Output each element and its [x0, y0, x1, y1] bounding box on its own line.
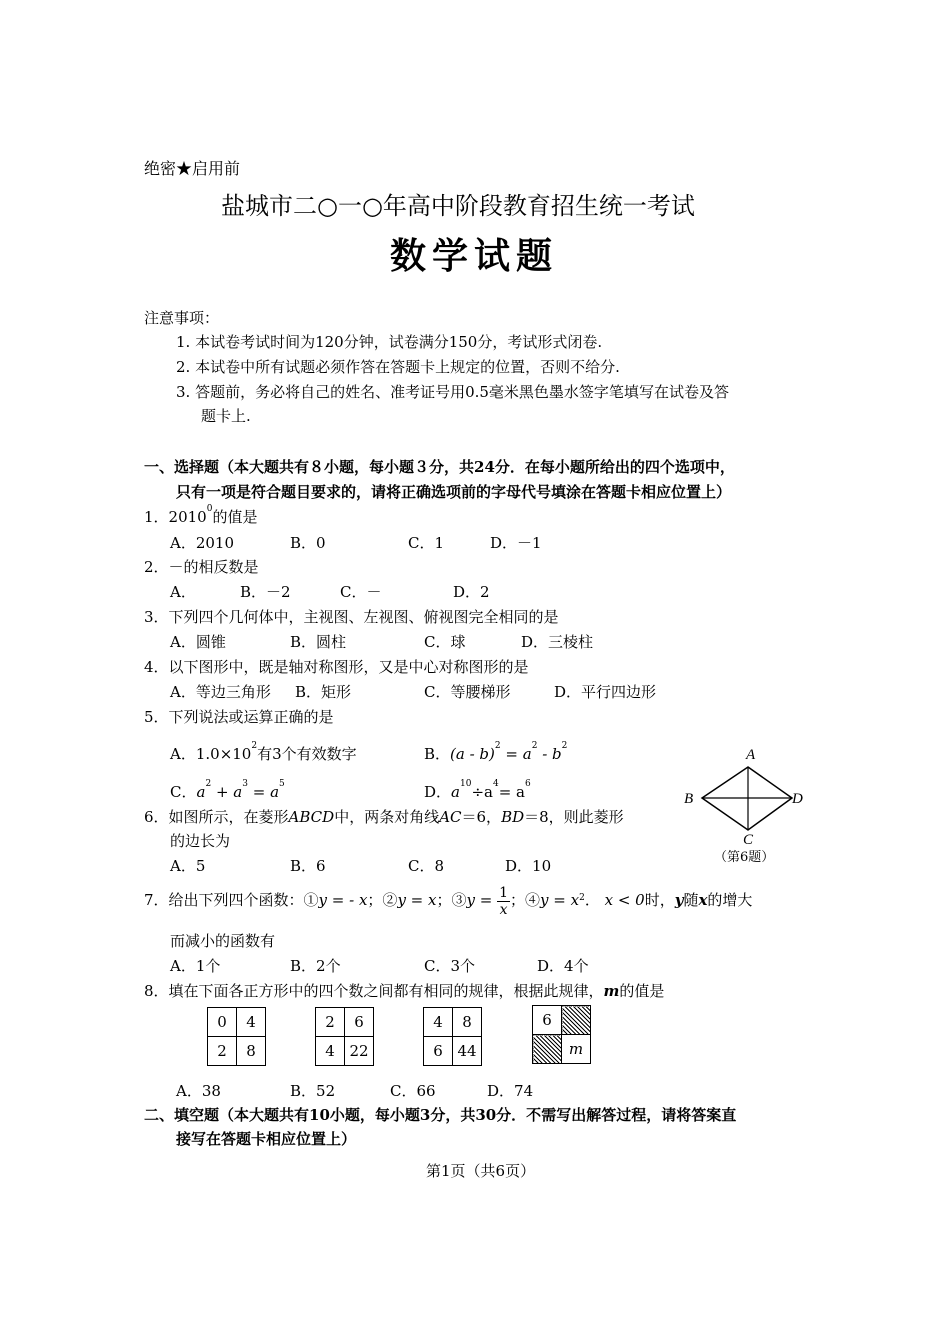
q7-option-a: A．1个 [170, 957, 221, 975]
square-2-cell: 6 [345, 1008, 374, 1037]
vertex-a-label: A [746, 747, 756, 763]
q5-option-b: B．$(a - b)^2 = a^2 - b^2$ [424, 741, 568, 763]
number-square-2 [315, 1007, 374, 1066]
q5-option-a: A．$1.0\times 10^2$有3个有效数字 [170, 741, 357, 763]
q1-stem: 1．2010$^0$的值是 [144, 504, 258, 526]
q3-stem: 3．下列四个几何体中，主视图、左视图、俯视图完全相同的是 [144, 608, 559, 626]
square-1-cell: 4 [237, 1008, 266, 1037]
q6-stem-line2: 的边长为 [170, 832, 231, 850]
q7-option-d: D．4个 [537, 957, 589, 975]
q4-option-b: B．矩形 [295, 683, 352, 701]
q8-stem: 8．填在下面各正方形中的四个数之间都有相同的规律，根据此规律，m的值是 [144, 982, 665, 1000]
square-4-unknown-cell: m [562, 1035, 591, 1064]
square-3-cell: 44 [453, 1037, 482, 1066]
square-2-cell: 2 [316, 1008, 345, 1037]
q4-option-c: C．等腰梯形 [424, 683, 511, 701]
q7-option-b: B．2个 [290, 957, 341, 975]
q3-option-a: A．圆锥 [170, 633, 226, 651]
section2-line2: 接写在答题卡相应位置上） [176, 1130, 357, 1148]
square-4-hatched-cell [562, 1006, 591, 1035]
q4-option-d: D．平行四边形 [554, 683, 657, 701]
q2-option-b: B．－2 [240, 583, 291, 601]
q6-option-d: D．10 [505, 857, 552, 875]
square-1-cell: 2 [208, 1037, 237, 1066]
q7-stem-line2: 而减小的函数有 [170, 932, 276, 950]
square-3-cell: 8 [453, 1008, 482, 1037]
q4-option-a: A．等边三角形 [170, 683, 271, 701]
number-square-4 [532, 1005, 591, 1064]
q2-option-d: D．2 [453, 583, 490, 601]
subject-title: 数学试题 [390, 235, 559, 277]
square-2-cell: 4 [316, 1037, 345, 1066]
q6-stem-line1: 6．如图所示，在菱形ABCD中，两条对角线AC＝6，BD＝8，则此菱形 [144, 808, 624, 826]
q4-stem: 4．以下图形中，既是轴对称图形，又是中心对称图形的是 [144, 658, 529, 676]
q3-option-c: C．球 [424, 633, 466, 651]
square-1-cell: 0 [208, 1008, 237, 1037]
q7-option-c: C．3个 [424, 957, 476, 975]
exam-title: 盐城市二○一○年高中阶段教育招生统一考试 [221, 192, 695, 220]
q1-option-c: C．1 [408, 534, 445, 552]
square-4-hatched-cell [533, 1035, 562, 1064]
square-3-cell: 6 [424, 1037, 453, 1066]
number-square-3 [423, 1007, 482, 1066]
q8-option-c: C．66 [390, 1082, 436, 1100]
page-number: 第1页（共6页） [426, 1162, 536, 1180]
q8-option-d: D．74 [487, 1082, 534, 1100]
q8-option-a: A．38 [176, 1082, 221, 1100]
q6-option-b: B．6 [290, 857, 326, 875]
square-3-cell: 4 [424, 1008, 453, 1037]
square-1-cell: 8 [237, 1037, 266, 1066]
number-square-1 [207, 1007, 266, 1066]
q6-figure-caption: （第6题） [714, 850, 775, 865]
q2-option-a: A． [170, 583, 196, 601]
notice-item-1: 1. 本试卷考试时间为120分钟，试卷满分150分，考试形式闭卷. [176, 333, 603, 351]
q7-stem: 7．给出下列四个函数：①y = - x；②y = x；③y = $\frac{1}{x}$ ；④y = $x^2$． x < 0时，y随x的增大 [144, 884, 753, 918]
q6-option-c: C．8 [408, 857, 445, 875]
q5-option-d: D．$a^{10}\div a^4= a^6$ [424, 779, 531, 801]
q3-option-b: B．圆柱 [290, 633, 347, 651]
section1-line2: 只有一项是符合题目要求的，请将正确选项前的字母代号填涂在答题卡相应位置上） [176, 483, 732, 501]
square-2-cell: 22 [345, 1037, 374, 1066]
notice-item-3: 3. 答题前，务必将自己的姓名、准考证号用0.5毫米黑色墨水签字笔填写在试卷及答 [176, 383, 729, 401]
notice-heading: 注意事项： [144, 309, 220, 327]
q8-option-b: B．52 [290, 1082, 336, 1100]
q2-option-c: C．－ [340, 583, 382, 601]
square-4-cell: 6 [533, 1006, 562, 1035]
q6-option-a: A．5 [170, 857, 206, 875]
secret-label: 绝密★启用前 [144, 159, 241, 178]
q1-option-a: A．2010 [170, 534, 235, 552]
vertex-b-label: B [684, 791, 694, 807]
q1-option-b: B．0 [290, 534, 326, 552]
q3-option-d: D．三棱柱 [521, 633, 594, 651]
q1-option-d: D．－1 [490, 534, 542, 552]
section2-line1: 二、填空题（本大题共有10小题，每小题3分，共30分．不需写出解答过程，请将答案直 [144, 1106, 737, 1124]
section1-line1: 一、选择题（本大题共有８小题，每小题３分，共24分．在每小题所给出的四个选项中， [144, 458, 735, 476]
q5-option-c: C．$a^2 + a^3 = a^5$ [170, 779, 285, 801]
q2-stem: 2．－的相反数是 [144, 558, 259, 576]
notice-item-2: 2. 本试卷中所有试题必须作答在答题卡上规定的位置，否则不给分. [176, 358, 620, 376]
vertex-c-label: C [743, 832, 754, 848]
vertex-d-label: D [792, 791, 803, 807]
q7-fraction: $\frac{1}{x}$ [499, 884, 509, 918]
q5-stem: 5．下列说法或运算正确的是 [144, 708, 334, 726]
notice-item-3-cont: 题卡上. [201, 407, 251, 425]
